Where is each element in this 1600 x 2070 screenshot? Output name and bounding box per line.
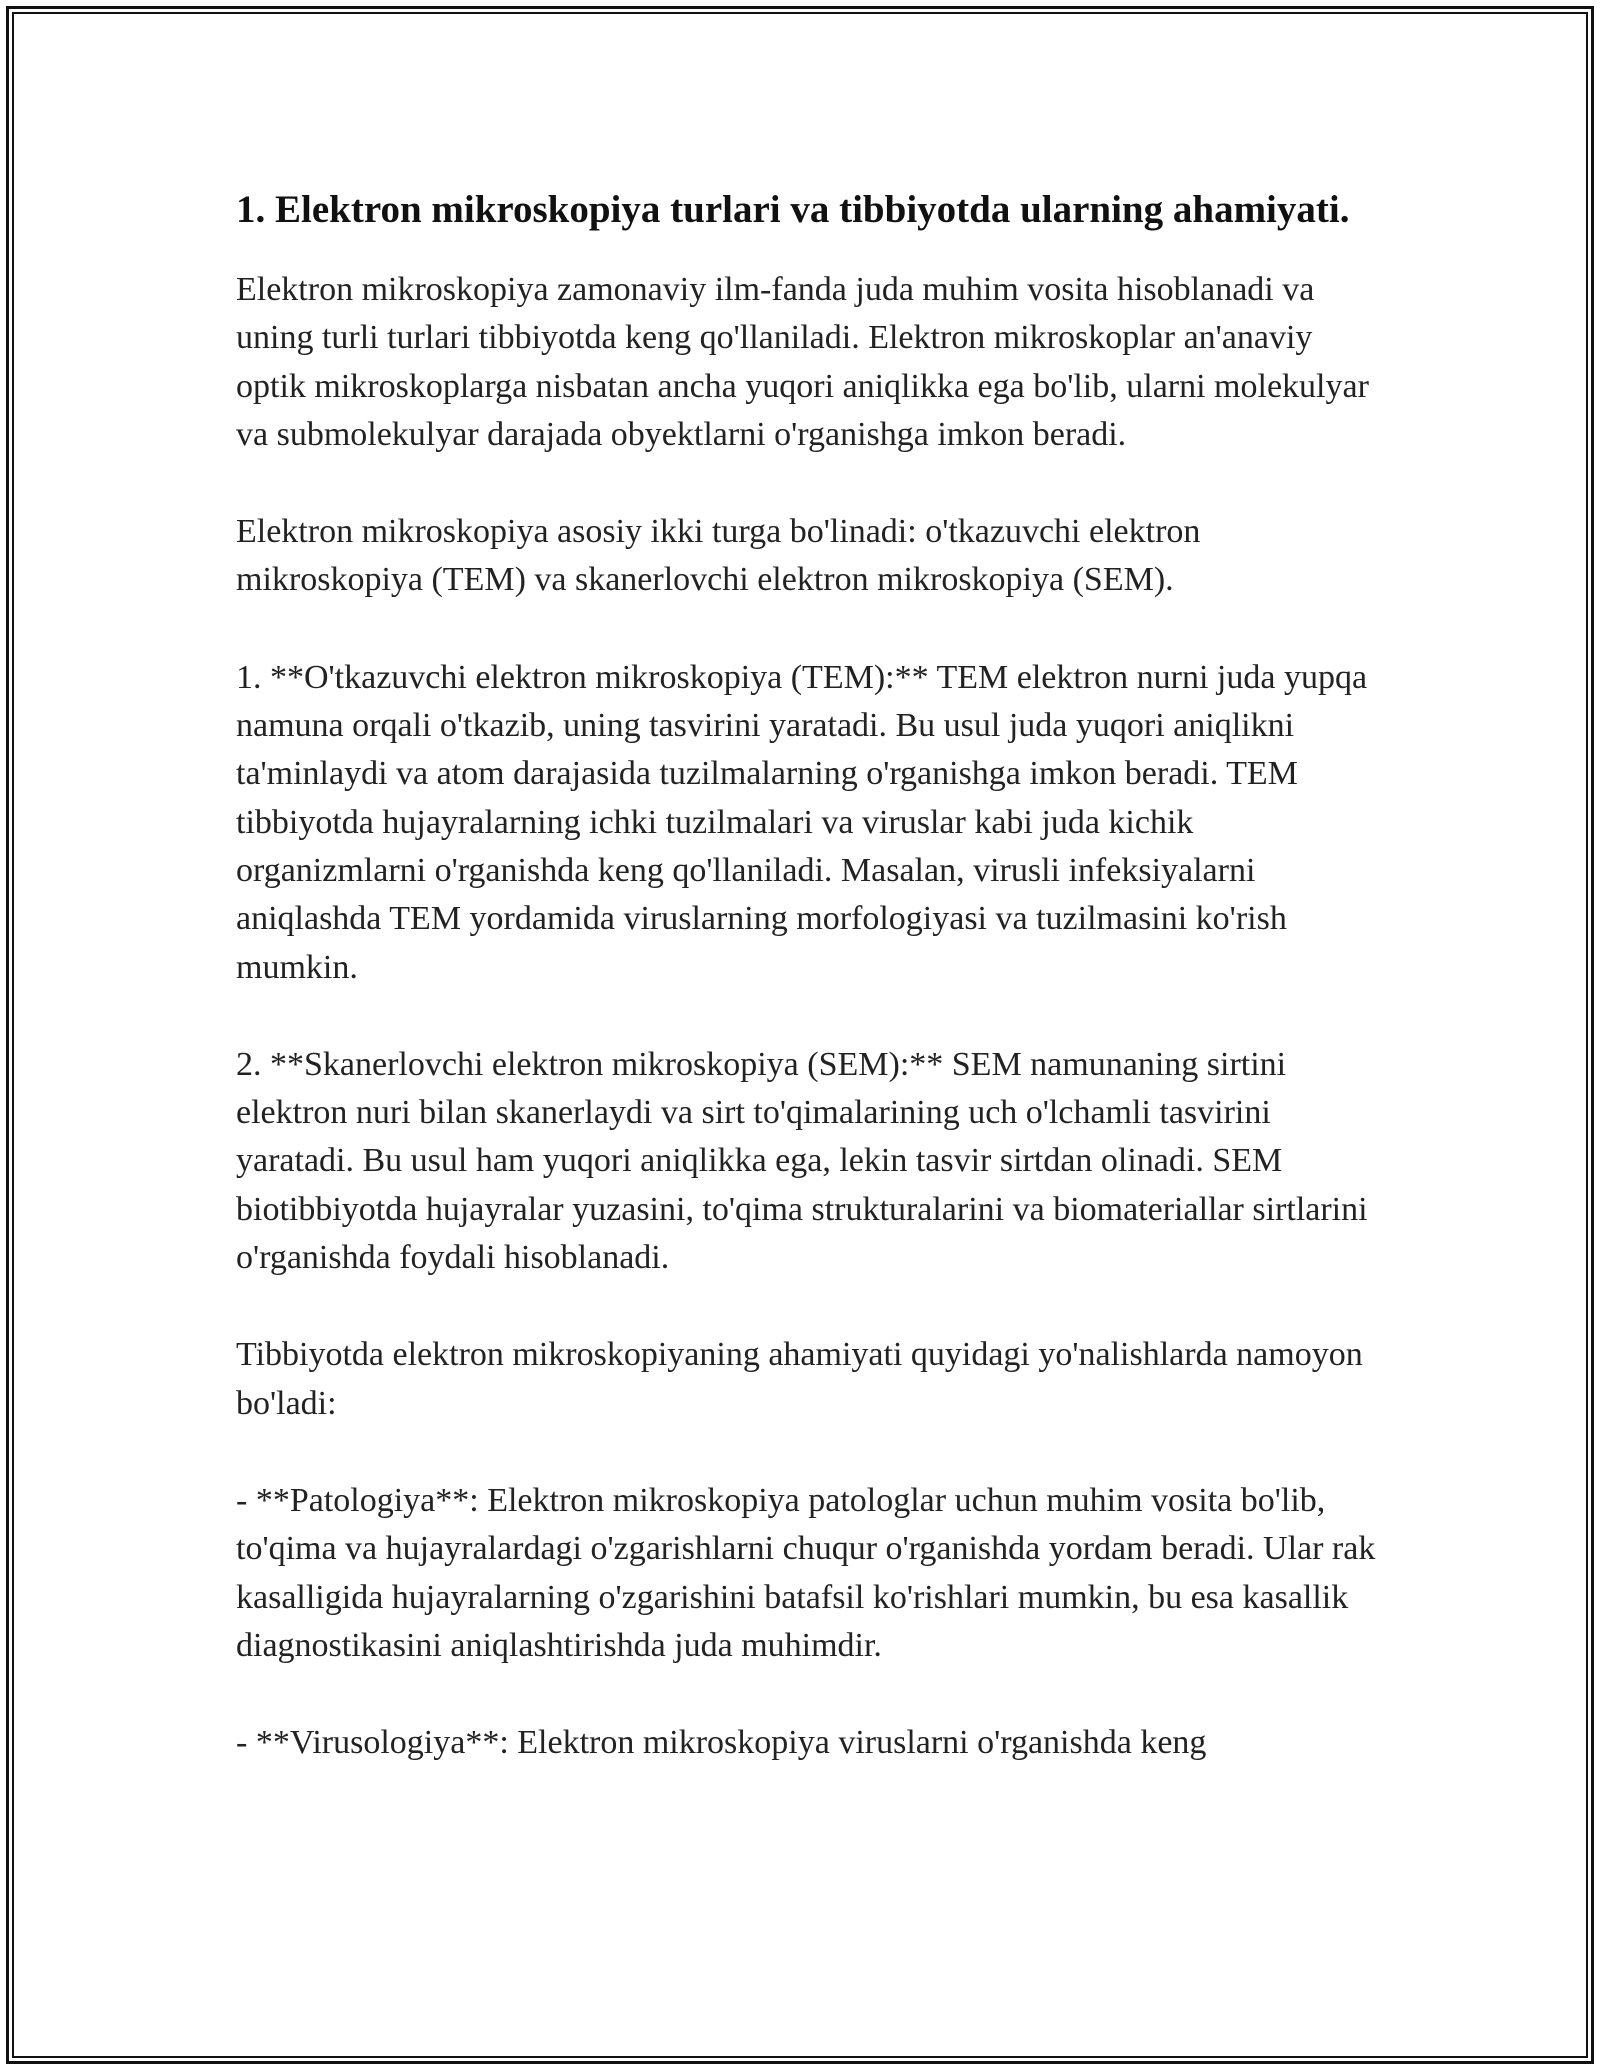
paragraph-pathology: - **Patologiya**: Elektron mikroskopiya patologlar uchun muhim vosita bo'lib, to'qima va hujayralardagi o'zgarishlarni chuqur o'rganishda yordam beradi. Ular rak kasalligida hujayralarning o'zgarishini batafsil ko'rishlari mumkin, bu esa kasallik diagnostikasini aniqlashtirishda juda muhimdir. [236,1481,1376,1664]
paragraph-intro: Elektron mikroskopiya zamonaviy ilm-fanda juda muhim vosita hisoblanadi va uning turli turlari tibbiyotda keng qo'llaniladi. Elektron mikroskoplar an'anaviy optik mikroskoplarga nisbatan ancha yuqori aniqlikka ega bo'lib, ularni molekulyar va submolekulyar darajada obyektlarni o'rganishga imkon beradi. [236,271,1369,453]
paragraph-importance: Tibbiyotda elektron mikroskopiyaning ahamiyati quyidagi yo'nalishlarda namoyon bo'ladi: [236,1336,1363,1422]
paragraph-types: Elektron mikroskopiya asosiy ikki turga bo'linadi: o'tkazuvchi elektron mikroskopiya (TEM) va skanerlovchi elektron mikroskopiya (SEM). [236,513,1201,599]
document-body [236,186,1376,1816]
document-title: 1. Elektron mikroskopiya turlari va tibbiyotda ularning ahamiyati. [236,188,1350,231]
paragraph-tem: 1. **O'tkazuvchi elektron mikroskopiya (TEM):** TEM elektron nurni juda yupqa namuna orqali o'tkazib, uning tasvirini yaratadi. Bu usul juda yuqori aniqlikni ta'minlaydi va atom darajasida tuzilmalarning o'rganishga imkon beradi. TEM tibbiyotda hujayralarning ichki tuzilmalari va viruslar kabi juda kichik organizmlarni o'rganishda keng qo'llaniladi. Masalan, virusli infeksiyalarni aniqlashda TEM yordamida viruslarning morfologiyasi va tuzilmasini ko'rish mumkin. [236,658,1368,986]
paragraph-sem: 2. **Skanerlovchi elektron mikroskopiya (SEM):** SEM namunaning sirtini elektron nuri bilan skanerlaydi va sirt to'qimalarining uch o'lchamli tasvirini yaratadi. Bu usul ham yuqori aniqlikka ega, lekin tasvir sirtdan olinadi. SEM biotibbiyotda hujayralar yuzasini, to'qima strukturalarini va biomateriallar sirtlarini o'rganishda foydali hisoblanadi. [236,1045,1368,1277]
paragraph-virology: - **Virusologiya**: Elektron mikroskopiya viruslarni o'rganishda keng [236,1724,1207,1762]
